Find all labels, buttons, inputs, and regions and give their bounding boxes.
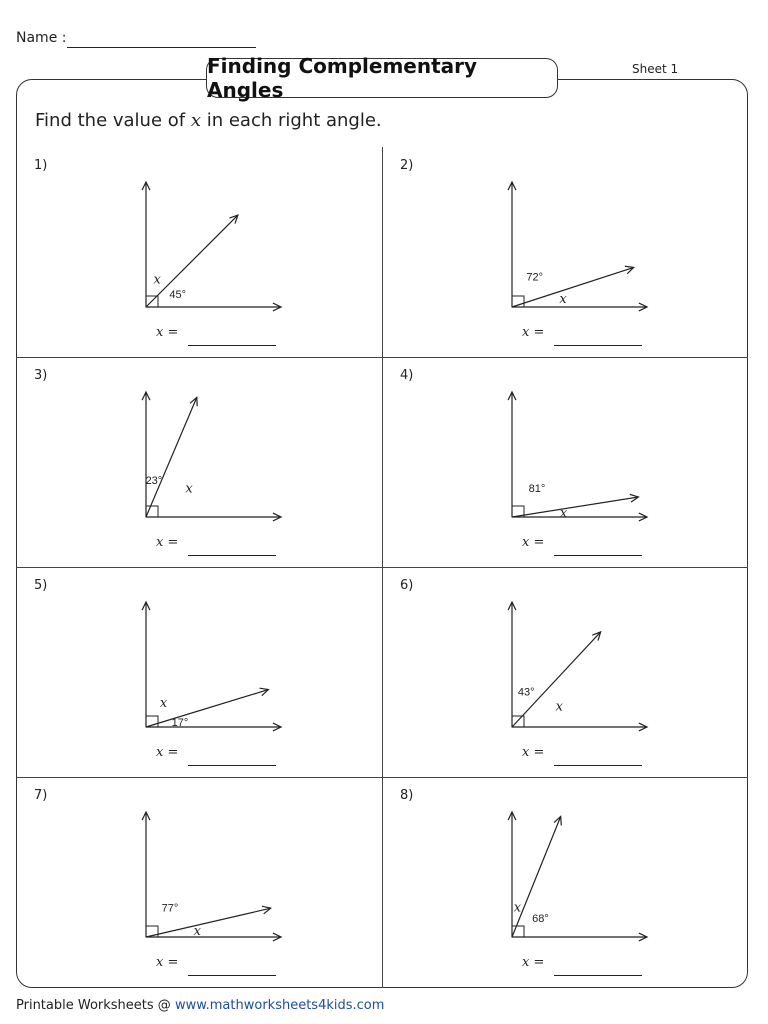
answer-label xyxy=(522,745,544,760)
problem-number: 6) xyxy=(400,578,414,593)
problem-cell xyxy=(382,357,748,567)
problem-number: 8) xyxy=(400,788,414,803)
angle-ray xyxy=(146,215,238,307)
answer-equals: = xyxy=(529,535,545,550)
answer-variable: x xyxy=(522,955,530,970)
answer-equals: = xyxy=(163,745,179,760)
answer-equals: = xyxy=(529,745,545,760)
given-angle-label: 43° xyxy=(517,686,535,699)
answer-equals: = xyxy=(163,535,179,550)
problem-cell xyxy=(382,567,748,777)
given-angle-label: 77° xyxy=(161,902,179,915)
answer-equals: = xyxy=(529,325,545,340)
answer-equals: = xyxy=(163,325,179,340)
answer-label xyxy=(522,325,544,340)
unknown-angle-label: x xyxy=(559,505,568,521)
problem-cell xyxy=(382,147,748,357)
given-angle-label: 68° xyxy=(532,912,549,925)
answer-blank[interactable] xyxy=(188,555,276,556)
instruction xyxy=(35,110,382,131)
footer xyxy=(16,998,384,1013)
angle-figure xyxy=(382,357,748,567)
answer-variable: x xyxy=(522,535,530,550)
problem-number: 4) xyxy=(400,368,414,383)
problem-cell xyxy=(382,777,748,987)
problem-number: 3) xyxy=(34,368,48,383)
answer-variable: x xyxy=(156,325,164,340)
footer-url[interactable]: www.mathworksheets4kids.com xyxy=(174,998,385,1013)
answer-variable: x xyxy=(522,745,530,760)
answer-blank[interactable] xyxy=(188,975,276,976)
answer-equals: = xyxy=(529,955,545,970)
given-angle-label: 17° xyxy=(171,716,189,729)
angle-figure xyxy=(382,147,748,357)
answer-blank[interactable] xyxy=(188,765,276,766)
answer-equals: = xyxy=(163,955,179,970)
problem-number: 2) xyxy=(400,158,414,173)
unknown-angle-label: x xyxy=(193,924,202,940)
instruction-prefix: Find the value of xyxy=(35,110,191,131)
angle-figure xyxy=(16,147,382,357)
answer-blank[interactable] xyxy=(554,345,642,346)
answer-label xyxy=(156,535,178,550)
answer-label xyxy=(156,325,178,340)
problem-number: 5) xyxy=(34,578,48,593)
unknown-angle-label: x xyxy=(159,695,168,711)
answer-blank[interactable] xyxy=(188,345,276,346)
angle-ray xyxy=(146,397,197,517)
answer-label xyxy=(156,745,178,760)
problem-cell xyxy=(16,147,382,357)
problem-grid xyxy=(16,147,748,988)
answer-label xyxy=(522,535,544,550)
problem-number: 7) xyxy=(34,788,48,803)
name-label: Name : xyxy=(16,30,67,46)
problem-cell xyxy=(16,567,382,777)
answer-label xyxy=(522,955,544,970)
unknown-angle-label: x xyxy=(185,481,193,497)
answer-blank[interactable] xyxy=(554,555,642,556)
name-line[interactable] xyxy=(67,47,256,48)
answer-variable: x xyxy=(156,745,164,760)
instruction-variable: x xyxy=(190,110,201,131)
answer-blank[interactable] xyxy=(554,975,642,976)
worksheet-title: Finding Complementary Angles xyxy=(206,58,558,98)
angle-figure xyxy=(16,777,382,987)
given-angle-label: 23° xyxy=(145,474,163,487)
footer-prefix: Printable Worksheets @ xyxy=(16,998,175,1013)
instruction-suffix: in each right angle. xyxy=(200,110,382,131)
angle-figure xyxy=(16,567,382,777)
angle-ray xyxy=(512,497,638,517)
problem-cell xyxy=(16,777,382,987)
given-angle-label: 45° xyxy=(169,288,187,301)
answer-variable: x xyxy=(156,955,164,970)
problem-number: 1) xyxy=(34,158,48,173)
unknown-angle-label: x xyxy=(513,900,522,916)
answer-variable: x xyxy=(156,535,164,550)
angle-figure xyxy=(16,357,382,567)
unknown-angle-label: x xyxy=(555,699,564,715)
answer-blank[interactable] xyxy=(554,765,642,766)
problem-cell xyxy=(16,357,382,567)
given-angle-label: 81° xyxy=(528,483,546,496)
angle-figure xyxy=(382,777,748,987)
angle-figure xyxy=(382,567,748,777)
given-angle-label: 72° xyxy=(526,271,543,284)
answer-variable: x xyxy=(522,325,530,340)
unknown-angle-label: x xyxy=(153,272,161,288)
sheet-label: Sheet 1 xyxy=(632,62,679,76)
unknown-angle-label: x xyxy=(559,291,567,307)
answer-label xyxy=(156,955,178,970)
